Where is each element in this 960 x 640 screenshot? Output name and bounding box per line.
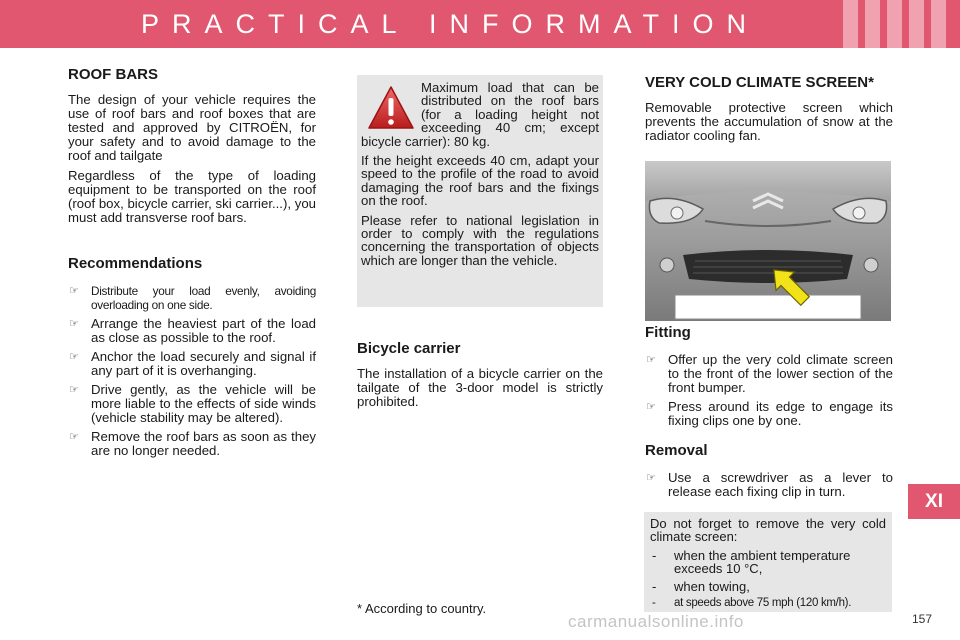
list-item: ☞ Use a screwdriver as a lever to release each fixing clip in turn. bbox=[646, 470, 893, 499]
page-title: PRACTICAL INFORMATION bbox=[140, 9, 759, 39]
warning-para-3: Please refer to national legislation in order to comply with the regulations concerning the transportation of objects which are longer than the vehicle. bbox=[361, 212, 599, 268]
roof-bars-column bbox=[68, 66, 316, 463]
list-item: ☞ Offer up the very cold climate screen to the front of the lower section of the front bumper. bbox=[646, 352, 893, 395]
list-item: ☞ Press around its edge to engage its fixing clips one by one. bbox=[646, 399, 893, 428]
cold-screen-section bbox=[645, 74, 893, 149]
hand-pointer-icon: ☞ bbox=[646, 354, 656, 366]
bicycle-carrier-heading: Bicycle carrier bbox=[357, 340, 461, 357]
removal-heading: Removal bbox=[645, 442, 708, 459]
car-front-illustration bbox=[645, 161, 891, 321]
fitting-list bbox=[645, 353, 893, 428]
hand-pointer-icon: ☞ bbox=[69, 384, 79, 396]
list-item: ☞ Distribute your load evenly, avoiding overloading on one side. bbox=[69, 284, 316, 312]
page-number: 157 bbox=[912, 612, 933, 626]
list-item: ☞ Remove the roof bars as soon as they are no longer needed. bbox=[69, 429, 316, 458]
cold-screen-text: Removable protective screen which prevents the accumulation of snow at the radiator cooling fan. bbox=[645, 100, 893, 143]
reminder-intro: Do not forget to remove the very cold climate screen: bbox=[650, 516, 886, 545]
warning-triangle-icon bbox=[367, 85, 415, 131]
footnote: * According to country. bbox=[357, 601, 487, 616]
hand-pointer-icon: ☞ bbox=[69, 351, 79, 363]
recommendations-heading: Recommendations bbox=[68, 255, 203, 272]
hand-pointer-icon: ☞ bbox=[69, 431, 79, 443]
list-item: ☞ Anchor the load securely and signal if any part of it is overhanging. bbox=[69, 349, 316, 378]
warning-box bbox=[357, 75, 603, 307]
removal-section bbox=[645, 442, 893, 504]
list-item: ☞ Drive gently, as the vehicle will be more liable to the effects of side winds (vehicle stability may be altered). bbox=[69, 382, 316, 425]
bicycle-carrier-text: The installation of a bicycle carrier on the tailgate of the 3-door model is strictly prohibited. bbox=[357, 366, 603, 409]
page-header bbox=[0, 0, 960, 48]
reminder-box bbox=[644, 512, 892, 612]
chapter-tab: XI bbox=[908, 484, 960, 519]
car-front-photo bbox=[645, 161, 891, 321]
bicycle-carrier-section bbox=[357, 340, 603, 415]
roof-bars-heading: ROOF BARS bbox=[68, 66, 158, 83]
hand-pointer-icon: ☞ bbox=[69, 285, 79, 297]
header-stripes bbox=[843, 0, 946, 48]
list-item: - when towing, bbox=[652, 578, 750, 594]
list-item: - when the ambient temperature exceeds 10 °C, bbox=[652, 547, 851, 577]
watermark: carmanualsonline.info bbox=[568, 612, 744, 631]
cold-screen-heading: VERY COLD CLIMATE SCREEN* bbox=[645, 74, 874, 91]
fitting-heading: Fitting bbox=[645, 324, 691, 341]
list-item: - at speeds above 75 mph (120 km/h). bbox=[652, 597, 852, 610]
warning-para-1: Maximum load that can be distributed on the roof bars (for a loading height not exceeding 40 cm; except bicycle carrier): 80 kg. bbox=[361, 80, 599, 149]
fitting-section bbox=[645, 324, 893, 433]
reminder-list bbox=[650, 549, 886, 611]
roof-bars-para-2: Regardless of the type of loading equipment to be transported on the roof (roof box, bicycle carrier, ski carrier...), you must add transverse roof bars. bbox=[68, 168, 316, 225]
warning-para-2: If the height exceeds 40 cm, adapt your speed to the profile of the road to avoid damaging the roof bars and the fixings on the roof. bbox=[361, 153, 599, 209]
recommendations-list bbox=[68, 284, 316, 458]
hand-pointer-icon: ☞ bbox=[69, 318, 79, 330]
hand-pointer-icon: ☞ bbox=[646, 401, 656, 413]
list-item: ☞ Arrange the heaviest part of the load as close as possible to the roof. bbox=[69, 316, 316, 345]
roof-bars-para-1: The design of your vehicle requires the use of roof bars and roof boxes that are tested and approved by CITROËN, for your safety and to avoid damage to the roof and tailgate bbox=[68, 92, 316, 163]
hand-pointer-icon: ☞ bbox=[646, 472, 656, 484]
removal-list bbox=[645, 471, 893, 499]
